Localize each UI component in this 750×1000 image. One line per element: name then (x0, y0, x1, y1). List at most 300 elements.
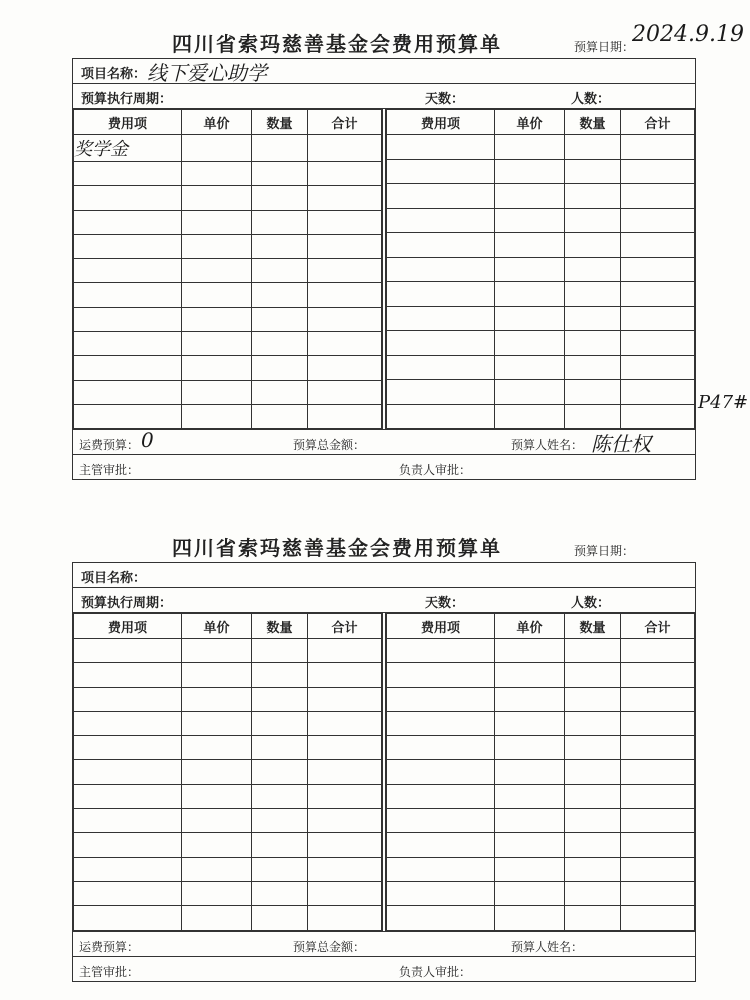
table-row[interactable] (387, 355, 695, 380)
total-cell[interactable] (621, 135, 695, 160)
supervisor-label: 主管审批： (79, 463, 140, 478)
header-item: 费用项 (387, 614, 495, 639)
item-cell[interactable] (387, 208, 495, 233)
qty-cell[interactable] (565, 331, 621, 356)
price-cell[interactable] (495, 760, 565, 784)
header-price: 单价 (495, 110, 565, 135)
price-cell[interactable] (495, 833, 565, 857)
total-cell[interactable] (308, 404, 382, 428)
leader-label: 负责人审批： (399, 463, 472, 478)
qty-cell[interactable] (252, 760, 308, 784)
preparer-value[interactable]: 陈仕权 (591, 432, 651, 457)
date-label: 预算日期： (574, 40, 635, 54)
qty-cell[interactable] (252, 784, 308, 808)
header-item: 费用项 (74, 110, 182, 135)
table-row[interactable] (387, 184, 695, 209)
item-cell[interactable] (387, 833, 495, 857)
days-label: 天数： (425, 596, 465, 611)
item-cell[interactable] (387, 306, 495, 331)
shipping-label: 运费预算： (79, 939, 140, 954)
total-cell[interactable] (621, 760, 695, 784)
total-cell[interactable] (621, 881, 695, 905)
qty-cell[interactable] (565, 184, 621, 209)
expense-table-left (73, 613, 382, 931)
total-cell[interactable] (621, 711, 695, 735)
price-cell[interactable] (182, 380, 252, 404)
item-cell[interactable] (387, 809, 495, 833)
qty-cell[interactable] (252, 283, 308, 307)
qty-cell[interactable] (565, 282, 621, 307)
total-cell[interactable] (308, 663, 382, 687)
table-row[interactable] (387, 159, 695, 184)
item-cell[interactable] (74, 234, 182, 258)
price-cell[interactable] (495, 906, 565, 930)
qty-cell[interactable] (252, 639, 308, 663)
table-row[interactable] (74, 162, 382, 186)
qty-cell[interactable] (565, 639, 621, 663)
item-cell[interactable] (74, 736, 182, 760)
price-cell[interactable] (182, 259, 252, 283)
item-cell[interactable] (387, 857, 495, 881)
expense-tables (73, 613, 695, 931)
total-label: 预算总金额： (293, 939, 366, 954)
form-title: 四川省索玛慈善基金会费用预算单 (172, 536, 502, 560)
price-cell[interactable] (182, 283, 252, 307)
qty-cell[interactable] (252, 234, 308, 258)
preparer-label: 预算人姓名： (511, 438, 584, 453)
header-price: 单价 (495, 614, 565, 639)
table-row[interactable] (387, 306, 695, 331)
table-row[interactable] (74, 639, 382, 663)
total-cell[interactable] (621, 380, 695, 405)
price-cell[interactable] (495, 639, 565, 663)
total-cell[interactable] (621, 233, 695, 258)
form-title: 四川省索玛慈善基金会费用预算单 (172, 32, 502, 56)
item-cell[interactable] (387, 184, 495, 209)
table-row[interactable] (74, 380, 382, 404)
item-cell[interactable] (387, 257, 495, 282)
price-cell[interactable] (182, 833, 252, 857)
qty-cell[interactable] (252, 307, 308, 331)
total-cell[interactable] (621, 355, 695, 380)
people-label: 人数： (571, 92, 611, 107)
header-qty: 数量 (565, 110, 621, 135)
header-qty: 数量 (252, 110, 308, 135)
qty-cell[interactable] (565, 809, 621, 833)
table-row[interactable] (74, 736, 382, 760)
approval-row (73, 454, 695, 479)
total-cell[interactable] (621, 736, 695, 760)
preparer-label: 预算人姓名： (511, 939, 584, 954)
header-total: 合计 (621, 110, 695, 135)
price-cell[interactable] (182, 210, 252, 234)
price-cell[interactable] (182, 663, 252, 687)
table-row[interactable] (387, 208, 695, 233)
qty-cell[interactable] (565, 208, 621, 233)
price-cell[interactable] (495, 355, 565, 380)
total-cell[interactable] (308, 380, 382, 404)
total-cell[interactable] (308, 210, 382, 234)
qty-cell[interactable] (565, 687, 621, 711)
table-header-row (74, 110, 382, 135)
table-row[interactable] (74, 809, 382, 833)
table-row[interactable] (74, 234, 382, 258)
table-row[interactable] (74, 663, 382, 687)
price-cell[interactable] (495, 257, 565, 282)
item-cell[interactable] (387, 663, 495, 687)
price-cell[interactable] (495, 687, 565, 711)
qty-cell[interactable] (252, 906, 308, 930)
total-cell[interactable] (308, 162, 382, 186)
price-cell[interactable] (182, 881, 252, 905)
qty-cell[interactable] (252, 687, 308, 711)
table-row[interactable] (387, 331, 695, 356)
qty-cell[interactable] (565, 233, 621, 258)
item-cell[interactable] (387, 687, 495, 711)
price-cell[interactable] (182, 639, 252, 663)
qty-cell[interactable] (252, 135, 308, 162)
item-cell[interactable] (74, 404, 182, 428)
qty-cell[interactable] (565, 135, 621, 160)
qty-cell[interactable] (565, 306, 621, 331)
qty-cell[interactable] (565, 736, 621, 760)
total-cell[interactable] (308, 356, 382, 380)
item-cell[interactable] (74, 259, 182, 283)
period-label: 预算执行周期： (81, 92, 173, 107)
table-row[interactable] (387, 833, 695, 857)
item-cell[interactable] (387, 159, 495, 184)
table-header-row (387, 614, 695, 639)
item-cell[interactable] (74, 906, 182, 930)
table-row[interactable] (74, 259, 382, 283)
price-cell[interactable] (495, 306, 565, 331)
expense-table-right (386, 613, 695, 931)
qty-cell[interactable] (252, 881, 308, 905)
price-cell[interactable] (495, 809, 565, 833)
total-cell[interactable] (308, 186, 382, 210)
total-cell[interactable] (621, 857, 695, 881)
item-cell[interactable] (74, 210, 182, 234)
table-row[interactable] (74, 186, 382, 210)
total-cell[interactable] (621, 208, 695, 233)
total-cell[interactable] (621, 331, 695, 356)
table-row[interactable] (74, 210, 382, 234)
header-item: 费用项 (74, 614, 182, 639)
project-row (73, 563, 695, 588)
table-row[interactable] (74, 784, 382, 808)
total-cell[interactable] (308, 857, 382, 881)
item-cell[interactable] (74, 857, 182, 881)
item-cell[interactable] (74, 332, 182, 356)
price-cell[interactable] (495, 159, 565, 184)
price-cell[interactable] (182, 711, 252, 735)
item-cell[interactable] (387, 736, 495, 760)
price-cell[interactable] (495, 135, 565, 160)
item-cell[interactable] (387, 355, 495, 380)
price-cell[interactable] (495, 380, 565, 405)
qty-cell[interactable] (565, 833, 621, 857)
total-cell[interactable] (308, 687, 382, 711)
qty-cell[interactable] (252, 380, 308, 404)
total-cell[interactable] (308, 135, 382, 162)
days-label: 天数： (425, 92, 465, 107)
item-cell[interactable] (74, 356, 182, 380)
total-cell[interactable] (308, 784, 382, 808)
total-cell[interactable] (621, 663, 695, 687)
total-cell[interactable] (308, 906, 382, 930)
price-cell[interactable] (182, 857, 252, 881)
table-row[interactable] (387, 380, 695, 405)
price-cell[interactable] (495, 331, 565, 356)
qty-cell[interactable] (252, 833, 308, 857)
qty-cell[interactable] (565, 906, 621, 930)
total-cell[interactable] (621, 687, 695, 711)
expense-table-left (73, 109, 382, 429)
total-cell[interactable] (621, 306, 695, 331)
project-row (73, 59, 695, 84)
item-cell[interactable] (74, 380, 182, 404)
price-cell[interactable] (182, 760, 252, 784)
item-cell[interactable] (387, 639, 495, 663)
item-cell[interactable] (387, 135, 495, 160)
qty-cell[interactable] (252, 809, 308, 833)
qty-cell[interactable] (565, 711, 621, 735)
total-cell[interactable] (308, 332, 382, 356)
table-header-row (74, 614, 382, 639)
table-row[interactable] (387, 282, 695, 307)
form-header (72, 22, 744, 58)
shipping-value[interactable]: 0 (141, 428, 154, 453)
price-cell[interactable] (495, 857, 565, 881)
price-cell[interactable] (182, 307, 252, 331)
total-cell[interactable] (308, 760, 382, 784)
total-cell[interactable] (621, 159, 695, 184)
total-cell[interactable] (308, 259, 382, 283)
table-row[interactable] (387, 663, 695, 687)
table-row[interactable] (74, 906, 382, 930)
qty-cell[interactable] (565, 760, 621, 784)
expense-tables (73, 109, 695, 429)
total-cell[interactable] (621, 639, 695, 663)
qty-cell[interactable] (252, 259, 308, 283)
price-cell[interactable] (182, 404, 252, 428)
table-header-row (387, 110, 695, 135)
item-cell[interactable] (74, 711, 182, 735)
total-cell[interactable] (308, 736, 382, 760)
qty-cell[interactable] (252, 186, 308, 210)
item-cell[interactable] (387, 282, 495, 307)
qty-cell[interactable] (565, 159, 621, 184)
total-cell[interactable] (621, 404, 695, 429)
item-cell[interactable] (387, 711, 495, 735)
summary-row (73, 428, 695, 457)
table-row[interactable] (74, 332, 382, 356)
item-cell[interactable] (74, 784, 182, 808)
item-cell[interactable] (387, 760, 495, 784)
period-row (73, 588, 695, 613)
table-row[interactable] (387, 135, 695, 160)
price-cell[interactable] (182, 784, 252, 808)
price-cell[interactable] (182, 736, 252, 760)
total-cell[interactable] (621, 184, 695, 209)
qty-cell[interactable] (565, 881, 621, 905)
total-cell[interactable] (621, 257, 695, 282)
date-label: 预算日期： (574, 544, 635, 558)
header-total: 合计 (308, 110, 382, 135)
header-total: 合计 (621, 614, 695, 639)
header-qty: 数量 (252, 614, 308, 639)
form-box (72, 58, 696, 480)
item-cell[interactable] (74, 307, 182, 331)
price-cell[interactable] (182, 162, 252, 186)
price-cell[interactable] (182, 906, 252, 930)
item-cell[interactable] (74, 833, 182, 857)
item-cell[interactable] (74, 760, 182, 784)
people-label: 人数： (571, 596, 611, 611)
project-label: 项目名称： (81, 67, 147, 82)
qty-cell[interactable] (252, 736, 308, 760)
price-cell[interactable] (182, 356, 252, 380)
item-cell[interactable] (74, 809, 182, 833)
table-row[interactable] (387, 857, 695, 881)
price-cell[interactable] (182, 687, 252, 711)
budget-form-2 (72, 532, 696, 982)
price-cell[interactable] (495, 208, 565, 233)
item-cell[interactable] (387, 331, 495, 356)
price-cell[interactable] (182, 332, 252, 356)
table-row[interactable] (387, 736, 695, 760)
form-header (72, 532, 696, 562)
table-row[interactable] (387, 906, 695, 930)
table-row[interactable] (74, 833, 382, 857)
total-cell[interactable] (308, 307, 382, 331)
total-cell[interactable] (308, 881, 382, 905)
table-row[interactable] (74, 307, 382, 331)
margin-note: P47# (698, 392, 749, 413)
total-cell[interactable] (308, 833, 382, 857)
header-price: 单价 (182, 110, 252, 135)
period-label: 预算执行周期： (81, 596, 173, 611)
qty-cell[interactable] (252, 210, 308, 234)
item-cell[interactable] (387, 233, 495, 258)
qty-cell[interactable] (565, 784, 621, 808)
header-item: 费用项 (387, 110, 495, 135)
table-row[interactable] (387, 809, 695, 833)
table-row[interactable] (387, 881, 695, 905)
table-row[interactable] (387, 404, 695, 429)
total-cell[interactable] (621, 282, 695, 307)
table-row[interactable] (74, 356, 382, 380)
table-row[interactable] (74, 711, 382, 735)
total-cell[interactable] (308, 809, 382, 833)
qty-cell[interactable] (565, 355, 621, 380)
table-row[interactable] (74, 135, 382, 162)
qty-cell[interactable] (252, 332, 308, 356)
qty-cell[interactable] (252, 711, 308, 735)
table-row[interactable] (74, 687, 382, 711)
table-row[interactable] (387, 233, 695, 258)
total-cell[interactable] (308, 639, 382, 663)
total-cell[interactable] (621, 906, 695, 930)
leader-label: 负责人审批： (399, 964, 472, 979)
qty-cell[interactable] (565, 663, 621, 687)
item-cell[interactable] (74, 663, 182, 687)
price-cell[interactable] (495, 282, 565, 307)
price-cell[interactable] (182, 234, 252, 258)
item-cell[interactable] (387, 906, 495, 930)
price-cell[interactable] (495, 184, 565, 209)
table-row[interactable] (387, 711, 695, 735)
qty-cell[interactable] (252, 404, 308, 428)
table-row[interactable] (387, 687, 695, 711)
total-cell[interactable] (621, 833, 695, 857)
price-cell[interactable] (495, 404, 565, 429)
item-cell[interactable] (74, 162, 182, 186)
price-cell[interactable] (182, 809, 252, 833)
table-row[interactable] (74, 404, 382, 428)
table-row[interactable] (74, 283, 382, 307)
price-cell[interactable] (495, 784, 565, 808)
total-cell[interactable] (621, 784, 695, 808)
total-cell[interactable] (308, 711, 382, 735)
price-cell[interactable] (182, 135, 252, 162)
price-cell[interactable] (495, 881, 565, 905)
table-row[interactable] (387, 257, 695, 282)
item-cell[interactable] (74, 186, 182, 210)
qty-cell[interactable] (252, 857, 308, 881)
project-label: 项目名称： (81, 571, 147, 586)
approval-row (73, 956, 695, 981)
price-cell[interactable] (495, 711, 565, 735)
qty-cell[interactable] (565, 404, 621, 429)
total-cell[interactable] (621, 809, 695, 833)
table-row[interactable] (387, 784, 695, 808)
price-cell[interactable] (182, 186, 252, 210)
table-row[interactable] (387, 639, 695, 663)
date-value[interactable]: 2024.9.19 (632, 22, 744, 47)
table-row[interactable] (74, 760, 382, 784)
qty-cell[interactable] (252, 663, 308, 687)
total-cell[interactable] (308, 283, 382, 307)
item-cell[interactable] (387, 784, 495, 808)
total-cell[interactable] (308, 234, 382, 258)
item-cell[interactable] (74, 639, 182, 663)
shipping-label: 运费预算： (79, 438, 140, 453)
price-cell[interactable] (495, 233, 565, 258)
item-cell[interactable] (74, 687, 182, 711)
qty-cell[interactable] (252, 356, 308, 380)
price-cell[interactable] (495, 663, 565, 687)
item-cell[interactable] (387, 881, 495, 905)
qty-cell[interactable] (565, 857, 621, 881)
price-cell[interactable] (495, 736, 565, 760)
qty-cell[interactable] (565, 257, 621, 282)
item-cell[interactable] (387, 404, 495, 429)
qty-cell[interactable] (252, 162, 308, 186)
table-row[interactable] (387, 760, 695, 784)
qty-cell[interactable] (565, 380, 621, 405)
project-value[interactable]: 线下爱心助学 (147, 61, 267, 85)
period-row (73, 84, 695, 109)
item-cell[interactable]: 奖学金 (74, 135, 182, 162)
table-row[interactable] (74, 857, 382, 881)
item-cell[interactable] (74, 283, 182, 307)
table-row[interactable] (74, 881, 382, 905)
supervisor-label: 主管审批： (79, 964, 140, 979)
summary-row (73, 931, 695, 956)
item-cell[interactable] (74, 881, 182, 905)
item-cell[interactable] (387, 380, 495, 405)
